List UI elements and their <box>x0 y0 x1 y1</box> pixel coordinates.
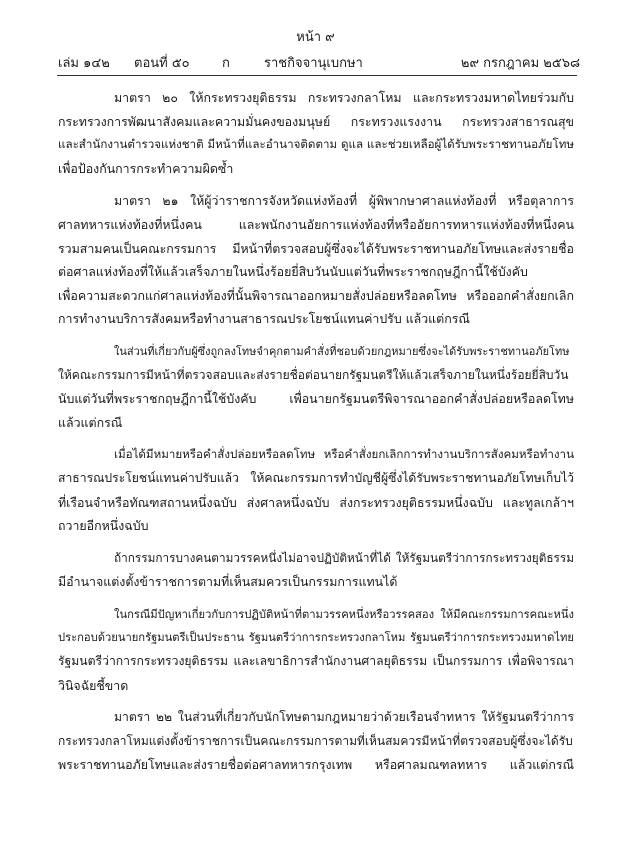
text-line: ที่เรือนจำหรือทัณฑสถานหนึ่งฉบับ ส่งศาลหนึ่งฉบับ ส่งกระทรวงยุติธรรมหนึ่งฉบับ และทูลเกล้าฯ <box>58 494 574 510</box>
document-body <box>58 86 574 786</box>
text-line: มาตรา ๒๒ ในส่วนที่เกี่ยวกับนักโทษตามกฎหมายว่าด้วยเรือนจำทหาร ให้รัฐมนตรีว่าการ <box>114 710 574 725</box>
volume-label: เล่ม ๑๔๒ <box>58 56 110 71</box>
paragraph-section-21-para-3 <box>58 443 574 537</box>
text-line: การทำงานบริการสังคมหรือทำงานสาธารณประโยชน์แทนค่าปรับ แล้วแต่กรณี <box>58 311 470 327</box>
text-line: ถ้ากรรมการบางคนตามวรรคหนึ่งไม่อาจปฏิบัติหน้าที่ได้ ให้รัฐมนตรีว่าการกระทรวงยุติธรรม <box>114 550 574 565</box>
text-line: ถวายอีกหนึ่งฉบับ <box>58 518 149 534</box>
text-line: ในกรณีมีปัญหาเกี่ยวกับการปฏิบัติหน้าที่ตามวรรคหนึ่งหรือวรรคสอง ให้มีคณะกรรมการคณะหนึ่ง <box>114 607 574 621</box>
text-line: เพื่อป้องกันการกระทำความผิดซ้ำ <box>58 160 234 176</box>
text-line: มีอำนาจแต่งตั้งข้าราชการตามที่เห็นสมควรเป็นกรรมการแทนได้ <box>58 574 398 590</box>
text-line: และสำนักงานตำรวจแห่งชาติ มีหน้าที่และอำนาจติดตาม ดูแล และช่วยเหลือผู้ได้รับพระราชทานอภัยโทษ <box>58 137 574 152</box>
paragraph-section-21-para-2 <box>58 340 574 434</box>
text-line: วินิจฉัยชี้ขาด <box>58 677 129 693</box>
text-line: รัฐมนตรีว่าการกระทรวงยุติธรรม และเลขาธิการสำนักงานศาลยุติธรรม เป็นกรรมการ เพื่อพิจารณา <box>58 654 574 669</box>
publication-date: ๒๙ กรกฎาคม ๒๕๖๘ <box>460 56 580 71</box>
text-line: กระทรวงการพัฒนาสังคมและความมั่นคงของมนุษย์ กระทรวงแรงงาน กระทรวงสาธารณสุข <box>58 113 574 129</box>
text-line: เมื่อได้มีหมายหรือคำสั่งปล่อยหรือลดโทษ หรือคำสั่งยกเลิกการทำงานบริการสังคมหรือทำงาน <box>114 447 574 462</box>
paragraph-section-21 <box>58 189 574 331</box>
text-line: กระทรวงกลาโหมแต่งตั้งข้าราชการเป็นคณะกรรมการตามที่เห็นสมควรมีหน้าที่ตรวจสอบผู้ซึ่งจะได้รับ <box>58 733 573 748</box>
text-line: มาตรา ๒๑ ให้ผู้ว่าราชการจังหวัดแห่งท้องที่ ผู้พิพากษาศาลแห่งท้องที่ หรือตุลาการ <box>114 193 574 209</box>
paragraph-section-20 <box>58 86 574 180</box>
text-line: ในส่วนที่เกี่ยวกับผู้ซึ่งถูกลงโทษจำคุกตามคำสั่งที่ชอบด้วยกฎหมายซึ่งจะได้รับพระราชทานอภัยโทษ <box>114 344 570 358</box>
text-line: นับแต่วันที่พระราชกฤษฎีกานี้ใช้บังคับ เพื่อนายกรัฐมนตรีพิจารณาออกคำสั่งปล่อยหรือลดโทษ <box>58 391 574 407</box>
header-divider <box>57 75 577 76</box>
text-line: พระราชทานอภัยโทษและส่งรายชื่อต่อศาลทหารกรุงเทพ หรือศาลมณฑลทหาร แล้วแต่กรณี <box>58 757 574 773</box>
text-line: ให้คณะกรรมการมีหน้าที่ตรวจสอบและส่งรายชื่อต่อนายกรัฐมนตรีให้แล้วเสร็จภายในหนึ่งร้อยยี่สิบวัน <box>58 367 569 382</box>
text-line: มาตรา ๒๐ ให้กระทรวงยุติธรรม กระทรวงกลาโหม และกระทรวงมหาดไทยร่วมกับ <box>114 90 574 105</box>
paragraph-section-21-para-5 <box>58 603 574 697</box>
text-line: เพื่อความสะดวกแก่ศาลแห่งท้องที่นั้นพิจารณาออกหมายสั่งปล่อยหรือลดโทษ หรือออกคำสั่งยกเลิก <box>58 287 574 303</box>
paragraph-section-21-para-4 <box>58 547 574 594</box>
text-line: ศาลทหารแห่งท้องที่หนึ่งคน และพนักงานอัยการแห่งท้องที่หรืออัยการทหารแห่งท้องที่หนึ่งคน <box>58 216 574 232</box>
section-label: ก <box>222 56 230 71</box>
publication-title: ราชกิจจานุเบกษา <box>264 56 363 71</box>
text-line: ต่อศาลแห่งท้องที่ให้แล้วเสร็จภายในหนึ่งร้อยยี่สิบวันนับแต่วันที่พระราชกฤษฎีกานี้ใช้บังคับ <box>58 264 528 280</box>
page-number: หน้า ๙ <box>296 30 335 45</box>
text-line: แล้วแต่กรณี <box>58 414 123 430</box>
text-line: รวมสามคนเป็นคณะกรรมการ มีหน้าที่ตรวจสอบผู้ซึ่งจะได้รับพระราชทานอภัยโทษและส่งรายชื่อ <box>58 240 574 256</box>
text-line: สาธารณประโยชน์แทนค่าปรับแล้ว ให้คณะกรรมการทำบัญชีผู้ซึ่งได้รับพระราชทานอภัยโทษเก็บไว้ <box>58 470 574 485</box>
text-line: ประกอบด้วยนายกรัฐมนตรีเป็นประธาน รัฐมนตรีว่าการกระทรวงกลาโหม รัฐมนตรีว่าการกระทรวงมหาดไทย <box>58 631 574 645</box>
paragraph-section-22 <box>58 706 574 777</box>
issue-label: ตอนที่ ๕๐ <box>134 56 190 71</box>
gazette-header <box>58 52 580 72</box>
